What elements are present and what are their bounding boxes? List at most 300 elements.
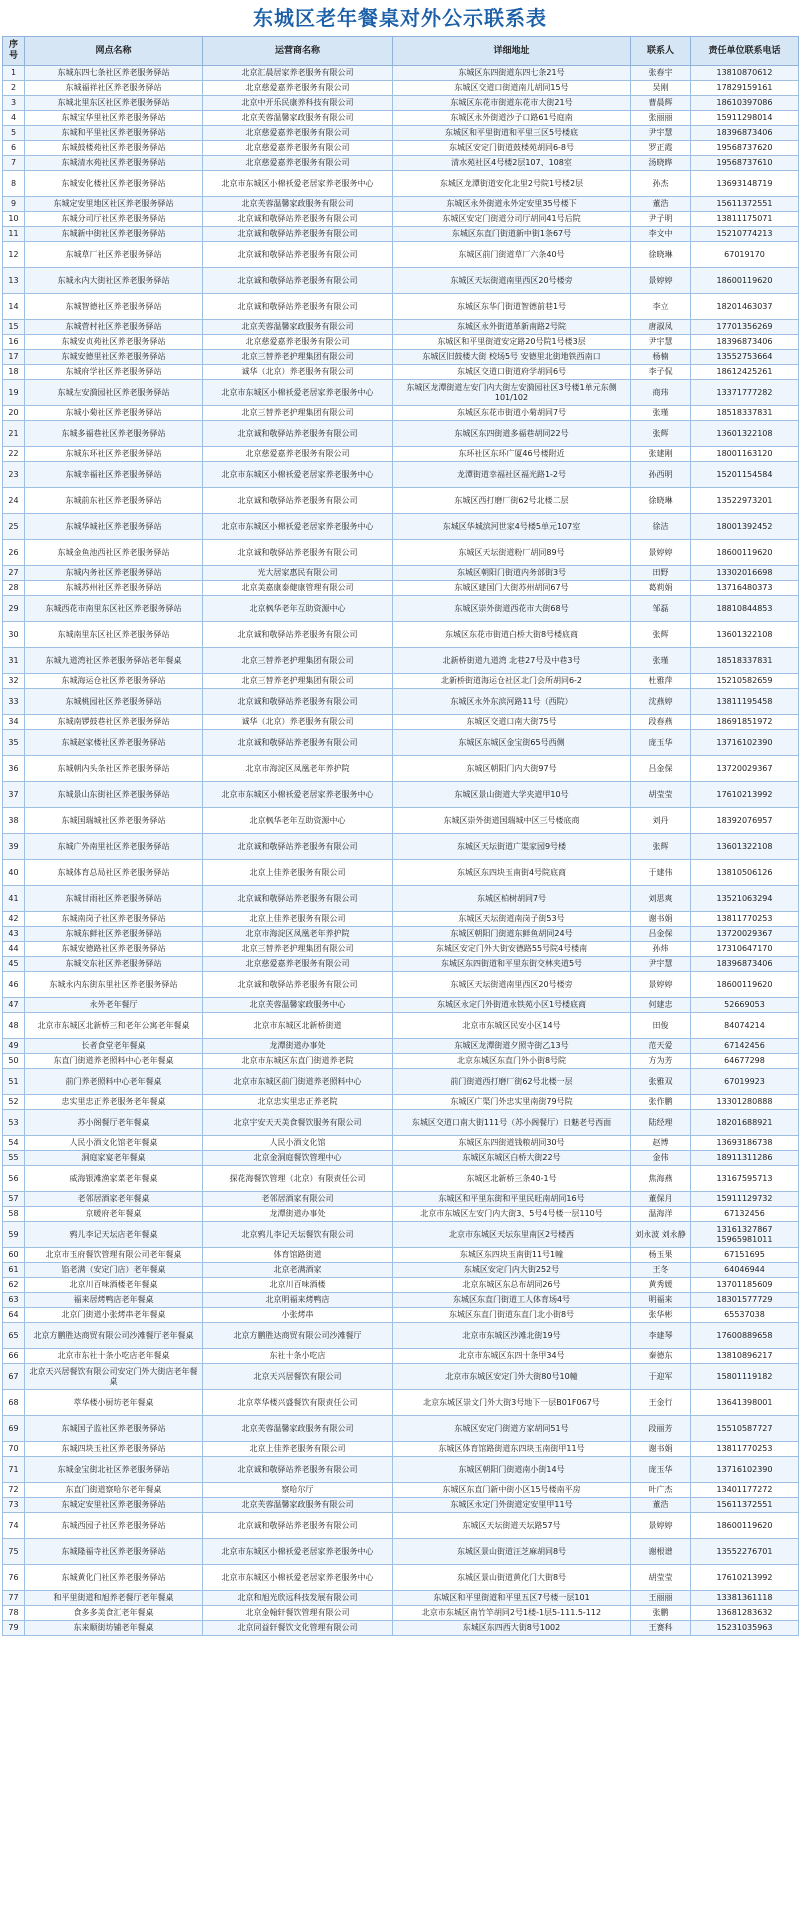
cell-contact: 张辉 [631,834,691,860]
table-row [3,462,799,488]
cell-site: 东城南锣鼓巷社区养老服务驿站 [25,715,203,730]
cell-operator: 北京慈爱嘉养老服务有限公司 [203,141,393,156]
cell-address: 东城区天坛街道南里西区20号楼旁 [393,972,631,998]
cell-address: 东城区东四街道钱粮胡同30号 [393,1136,631,1151]
cell-phone: 17610213992 [691,1565,799,1591]
table-row [3,622,799,648]
cell-contact: 胡莹莹 [631,1565,691,1591]
cell-seq: 15 [3,320,25,335]
cell-phone: 18518337831 [691,648,799,674]
cell-contact: 张建刚 [631,447,691,462]
cell-address: 东城区东花市街道白桥大街8号楼底商 [393,622,631,648]
cell-address: 东城区东四街道东四七条21号 [393,66,631,81]
cell-contact: 刘丹 [631,808,691,834]
cell-phone: 13720029367 [691,927,799,942]
cell-operator: 北京三替养老护理集团有限公司 [203,406,393,421]
cell-address: 东城区和平里街道安定路20号院1号楼3层 [393,335,631,350]
cell-operator: 北京汇晨居家养老服务有限公司 [203,66,393,81]
cell-address: 东城区天坛街道南岗子街53号 [393,912,631,927]
cell-phone: 13601322108 [691,834,799,860]
table-row [3,66,799,81]
cell-seq: 28 [3,581,25,596]
cell-contact: 刘思爽 [631,886,691,912]
cell-operator: 北京宇安天天美食餐饮服务有限公司 [203,1110,393,1136]
cell-site: 东城内务社区养老服务驿站 [25,566,203,581]
cell-operator: 北京诚和敬驿站养老服务有限公司 [203,212,393,227]
cell-seq: 2 [3,81,25,96]
cell-address: 东城区龙潭街道夕照寺街乙13号 [393,1039,631,1054]
cell-contact: 尹宇慧 [631,335,691,350]
cell-site: 和平里街道和旭养老餐厅老年餐桌 [25,1591,203,1606]
cell-contact: 方为芳 [631,1054,691,1069]
cell-operator: 北京上佳养老服务有限公司 [203,1442,393,1457]
cell-operator: 北京诚和敬驿站养老服务有限公司 [203,730,393,756]
cell-phone: 15210774213 [691,227,799,242]
cell-phone: 15231035963 [691,1621,799,1636]
cell-contact: 田俊 [631,1013,691,1039]
cell-site: 东来顺街坊铺老年餐桌 [25,1621,203,1636]
cell-address: 东城区安定门街道分司厅胡同41号后院 [393,212,631,227]
table-row [3,1110,799,1136]
cell-operator: 光大居家惠民有限公司 [203,566,393,581]
cell-operator: 北京市东城区小棉袄爱老居家养老服务中心 [203,380,393,406]
table-row [3,1364,799,1390]
cell-operator: 老邻居酒家有限公司 [203,1192,393,1207]
cell-operator: 北京明福来烤鸭店 [203,1293,393,1308]
table-row [3,227,799,242]
cell-site: 东直门街道养老照料中心老年餐桌 [25,1054,203,1069]
cell-seq: 12 [3,242,25,268]
cell-contact: 董浩 [631,1498,691,1513]
cell-site: 东直门街道察哈尔老年餐桌 [25,1483,203,1498]
cell-site: 萃华楼小厨坊老年餐桌 [25,1390,203,1416]
cell-seq: 30 [3,622,25,648]
table-row [3,1457,799,1483]
table-row [3,350,799,365]
contact-table [2,36,799,1636]
cell-operator: 诚华（北京）养老服务有限公司 [203,365,393,380]
cell-phone: 18201463037 [691,294,799,320]
table-row [3,212,799,227]
cell-seq: 66 [3,1349,25,1364]
cell-contact: 商玮 [631,380,691,406]
cell-operator: 北京芙蓉温馨家政服务中心 [203,998,393,1013]
cell-seq: 14 [3,294,25,320]
cell-operator: 北京市东城区前门街道养老照料中心 [203,1069,393,1095]
cell-seq: 59 [3,1222,25,1248]
cell-address: 东城区东四块玉南街11号1幢 [393,1248,631,1263]
cell-address: 东城区东四块玉南街4号院底商 [393,860,631,886]
cell-seq: 20 [3,406,25,421]
cell-contact: 于建伟 [631,860,691,886]
cell-address: 北京东城区崇文门外大街3号地下一层B01F067号 [393,1390,631,1416]
cell-site: 馅老满（安定门店）老年餐桌 [25,1263,203,1278]
cell-operator: 北京三替养老护理集团有限公司 [203,674,393,689]
table-row [3,1263,799,1278]
cell-site: 东城鼓楼苑社区养老服务驿站 [25,141,203,156]
cell-site: 东城多福巷社区养老服务驿站 [25,421,203,447]
cell-operator: 北京诚和敬驿站养老服务有限公司 [203,421,393,447]
table-row [3,1565,799,1591]
table-row [3,782,799,808]
cell-contact: 王赛科 [631,1621,691,1636]
cell-operator: 北京诚和敬驿站养老服务有限公司 [203,227,393,242]
cell-phone: 52669053 [691,998,799,1013]
cell-site: 北京市玉府餐饮管理有限公司老年餐桌 [25,1248,203,1263]
table-row [3,834,799,860]
cell-seq: 64 [3,1308,25,1323]
cell-contact: 张作鹏 [631,1095,691,1110]
cell-address: 北京东城区东总布胡同26号 [393,1278,631,1293]
cell-seq: 55 [3,1151,25,1166]
cell-address: 清水苑社区4号楼2层107、108室 [393,156,631,171]
cell-seq: 25 [3,514,25,540]
cell-phone: 13381361118 [691,1591,799,1606]
table-row [3,1442,799,1457]
cell-seq: 31 [3,648,25,674]
cell-phone: 13720029367 [691,756,799,782]
table-body [3,66,799,1636]
cell-operator: 北京慈爱嘉养老服务有限公司 [203,957,393,972]
cell-contact: 张丽丽 [631,111,691,126]
cell-seq: 71 [3,1457,25,1483]
cell-seq: 62 [3,1278,25,1293]
cell-address: 东城区和平里东街和平里民旺南胡同16号 [393,1192,631,1207]
cell-contact: 尹宇慧 [631,126,691,141]
cell-seq: 27 [3,566,25,581]
cell-address: 东城区安定门街道鼓楼苑胡同6-8号 [393,141,631,156]
cell-phone: 13693148719 [691,171,799,197]
cell-site: 东城府学社区养老服务驿站 [25,365,203,380]
table-row [3,860,799,886]
cell-phone: 18301577729 [691,1293,799,1308]
table-row [3,1039,799,1054]
cell-site: 东城安贞苑社区养老服务驿站 [25,335,203,350]
cell-seq: 7 [3,156,25,171]
cell-address: 东城区华城滨河世家4号楼5单元107室 [393,514,631,540]
cell-phone: 18518337831 [691,406,799,421]
cell-operator: 北京美嘉康泰健康管理有限公司 [203,581,393,596]
cell-address: 东城区安定门街道方家胡同51号 [393,1416,631,1442]
table-row [3,1095,799,1110]
cell-address: 东环社区东环广厦46号楼附近 [393,447,631,462]
cell-phone: 64677298 [691,1054,799,1069]
cell-phone: 17600889658 [691,1323,799,1349]
table-row [3,942,799,957]
cell-phone: 13552276701 [691,1539,799,1565]
cell-contact: 陆经理 [631,1110,691,1136]
cell-contact: 徐晓琳 [631,488,691,514]
cell-address: 东城区和平里街道和平里五区7号楼一层101 [393,1591,631,1606]
cell-address: 东城区朝阳门街道南小街14号 [393,1457,631,1483]
cell-operator: 北京金翰轩餐饮管理有限公司 [203,1606,393,1621]
cell-seq: 63 [3,1293,25,1308]
cell-contact: 刘永波 刘永静 [631,1222,691,1248]
cell-operator: 北京芙蓉温馨家政服务有限公司 [203,1498,393,1513]
cell-phone: 18691851972 [691,715,799,730]
cell-seq: 33 [3,689,25,715]
table-row [3,294,799,320]
cell-address: 前门街道西打磨厂街62号北楼一层 [393,1069,631,1095]
cell-seq: 50 [3,1054,25,1069]
table-row [3,197,799,212]
cell-operator: 北京和旭光欣远科技发展有限公司 [203,1591,393,1606]
cell-address: 北新桥街道海运仓社区北门会所胡同6-2 [393,674,631,689]
cell-seq: 32 [3,674,25,689]
table-row [3,1248,799,1263]
cell-seq: 35 [3,730,25,756]
cell-operator: 北京诚和敬驿站养老服务有限公司 [203,689,393,715]
cell-operator: 北京枫华老年互助资源中心 [203,596,393,622]
cell-contact: 景婷婷 [631,268,691,294]
cell-phone: 15611372551 [691,1498,799,1513]
table-row [3,566,799,581]
cell-address: 东城区崇外街道西花市大街68号 [393,596,631,622]
cell-address: 东城区交道口街道南儿胡同15号 [393,81,631,96]
table-row [3,1207,799,1222]
header-site: 网点名称 [25,37,203,66]
cell-operator: 北京方鹏胜达商贸有限公司沙滩餐厅 [203,1323,393,1349]
cell-contact: 孙西明 [631,462,691,488]
cell-seq: 65 [3,1323,25,1349]
cell-address: 东城区东直门街道工人体育场4号 [393,1293,631,1308]
page-title: 东城区老年餐桌对外公示联系表 [253,6,547,30]
cell-operator: 北京市东城区东直门街道养老院 [203,1054,393,1069]
cell-site: 北京天兴居餐饮有限公司安定门外大街店老年餐桌 [25,1364,203,1390]
cell-site: 东城分司厅社区养老服务驿站 [25,212,203,227]
cell-contact: 秦德东 [631,1349,691,1364]
cell-site: 东城左安漪园社区养老服务驿站 [25,380,203,406]
cell-operator: 北京上佳养老服务有限公司 [203,912,393,927]
cell-phone: 18911311286 [691,1151,799,1166]
cell-operator: 北京慈爱嘉养老服务有限公司 [203,156,393,171]
cell-phone: 19568737610 [691,156,799,171]
cell-operator: 北京天兴居餐饮有限公司 [203,1364,393,1390]
header-contact: 联系人 [631,37,691,66]
cell-phone: 18600119620 [691,268,799,294]
cell-address: 东城区东四西大街8号1002 [393,1621,631,1636]
cell-address: 东城区永外街道沙子口路61号庭南 [393,111,631,126]
table-row [3,1166,799,1192]
cell-address: 北京市东城区东四十条甲34号 [393,1349,631,1364]
cell-site: 北京市东社十条小吃店老年餐桌 [25,1349,203,1364]
cell-phone: 18612425261 [691,365,799,380]
cell-operator: 北京市东城区小棉袄爱老居家养老服务中心 [203,171,393,197]
cell-contact: 吴刚 [631,81,691,96]
cell-phone: 13681283632 [691,1606,799,1621]
cell-site: 东城和平里社区养老服务驿站 [25,126,203,141]
table-row [3,320,799,335]
header-address: 详细地址 [393,37,631,66]
table-row [3,1498,799,1513]
cell-site: 东城桃园社区养老服务驿站 [25,689,203,715]
table-row [3,648,799,674]
cell-site: 东城宝华里社区养老服务驿站 [25,111,203,126]
cell-operator: 北京诚和敬驿站养老服务有限公司 [203,622,393,648]
cell-operator: 北京诚和敬驿站养老服务有限公司 [203,540,393,566]
cell-phone: 65537038 [691,1308,799,1323]
cell-operator: 北京市东城区北新桥街道 [203,1013,393,1039]
cell-seq: 67 [3,1364,25,1390]
cell-contact: 黄秀媛 [631,1278,691,1293]
cell-contact: 徐洁 [631,514,691,540]
table-row [3,540,799,566]
cell-address: 北京市东城区左安门内大街3、5号4号楼一层110号 [393,1207,631,1222]
cell-contact: 孙炜 [631,942,691,957]
table-row [3,1390,799,1416]
cell-site: 东城草厂社区养老服务驿站 [25,242,203,268]
cell-contact: 谢根谱 [631,1539,691,1565]
cell-address: 东城区永定门外街道定安里甲11号 [393,1498,631,1513]
table-row [3,335,799,350]
cell-site: 威海银滩渔家菜老年餐桌 [25,1166,203,1192]
cell-contact: 张春宇 [631,66,691,81]
cell-address: 东城区柏树胡同7号 [393,886,631,912]
table-row [3,365,799,380]
cell-contact: 李文中 [631,227,691,242]
cell-operator: 北京诚和敬驿站养老服务有限公司 [203,834,393,860]
cell-address: 东城区永外街道永外定安里35号楼下 [393,197,631,212]
cell-seq: 51 [3,1069,25,1095]
table-row [3,808,799,834]
cell-site: 东城四块玉社区养老服务驿站 [25,1442,203,1457]
cell-phone: 13401177272 [691,1483,799,1498]
cell-seq: 72 [3,1483,25,1498]
table-row [3,730,799,756]
cell-address: 东城区天坛街道南里西区20号楼旁 [393,268,631,294]
cell-site: 东城安德里社区养老服务驿站 [25,350,203,365]
cell-phone: 13810870612 [691,66,799,81]
cell-phone: 19568737620 [691,141,799,156]
cell-seq: 69 [3,1416,25,1442]
cell-seq: 52 [3,1095,25,1110]
cell-seq: 58 [3,1207,25,1222]
table-row [3,972,799,998]
cell-phone: 13601322108 [691,622,799,648]
cell-site: 东城交东社区养老服务驿站 [25,957,203,972]
cell-contact: 罗正霞 [631,141,691,156]
cell-contact: 葛莉娟 [631,581,691,596]
cell-site: 东城永内大街社区养老服务驿站 [25,268,203,294]
cell-phone: 15201154584 [691,462,799,488]
table-row [3,998,799,1013]
cell-contact: 沈燕婷 [631,689,691,715]
cell-phone: 13693186738 [691,1136,799,1151]
cell-seq: 10 [3,212,25,227]
cell-address: 东城区景山街道大学夹道甲10号 [393,782,631,808]
cell-operator: 北京萃华楼兴盛餐饮有限责任公司 [203,1390,393,1416]
cell-phone: 18396873406 [691,957,799,972]
cell-site: 东城永内东街东里社区养老服务驿站 [25,972,203,998]
cell-site: 北京方鹏胜达商贸有限公司沙滩餐厅老年餐桌 [25,1323,203,1349]
cell-site: 人民小酒文化馆老年餐桌 [25,1136,203,1151]
cell-address: 东城区东四街道和平里东街交林夹道5号 [393,957,631,972]
cell-address: 东城区体育馆路街道东四块玉南街甲11号 [393,1442,631,1457]
table-row [3,141,799,156]
cell-phone: 15801119182 [691,1364,799,1390]
cell-seq: 24 [3,488,25,514]
cell-contact: 王金行 [631,1390,691,1416]
cell-seq: 68 [3,1390,25,1416]
cell-site: 长者食堂老年餐桌 [25,1039,203,1054]
cell-address: 东城区安定门外大街安德路55号院4号楼南 [393,942,631,957]
cell-contact: 何建忠 [631,998,691,1013]
table-row [3,488,799,514]
cell-contact: 景婷婷 [631,1513,691,1539]
cell-operator: 诚华（北京）养老服务有限公司 [203,715,393,730]
cell-phone: 18396873406 [691,126,799,141]
cell-operator: 北京市东城区小棉袄爱老居家养老服务中心 [203,514,393,540]
table-row [3,421,799,447]
cell-site: 东城国子监社区养老服务驿站 [25,1416,203,1442]
cell-phone: 17610213992 [691,782,799,808]
cell-phone: 13811770253 [691,912,799,927]
cell-contact: 金伟 [631,1151,691,1166]
cell-phone: 18001392452 [691,514,799,540]
cell-contact: 董浩 [631,197,691,212]
cell-contact: 王冬 [631,1263,691,1278]
cell-seq: 39 [3,834,25,860]
cell-contact: 庞玉华 [631,730,691,756]
header-phone: 责任单位联系电话 [691,37,799,66]
cell-operator: 北京诚和敬驿站养老服务有限公司 [203,1513,393,1539]
table-row [3,1278,799,1293]
cell-operator: 北京诚和敬驿站养老服务有限公司 [203,294,393,320]
cell-contact: 孙杰 [631,171,691,197]
cell-operator: 北京慈爱嘉养老服务有限公司 [203,447,393,462]
cell-address: 东城区永外街道革新南路2号院 [393,320,631,335]
cell-address: 东城区朝阳门内大街97号 [393,756,631,782]
cell-seq: 41 [3,886,25,912]
cell-address: 东城区永外东滨河路11号（西院） [393,689,631,715]
table-row [3,581,799,596]
table-row [3,1513,799,1539]
cell-address: 北京市东城区沙滩北街19号 [393,1323,631,1349]
cell-contact: 汤晓晔 [631,156,691,171]
cell-site: 东城广外南里社区养老服务驿站 [25,834,203,860]
cell-seq: 37 [3,782,25,808]
cell-seq: 45 [3,957,25,972]
cell-address: 东城区西打磨厂街62号北楼二层 [393,488,631,514]
table-row [3,156,799,171]
cell-phone: 18392076957 [691,808,799,834]
cell-seq: 54 [3,1136,25,1151]
cell-contact: 谢书娟 [631,1442,691,1457]
cell-operator: 北京鸦儿李记天坛餐饮有限公司 [203,1222,393,1248]
cell-address: 东城区龙潭街道安化北里2号院1号楼2层 [393,171,631,197]
table-row [3,1349,799,1364]
cell-seq: 26 [3,540,25,566]
cell-site: 东城国瑞城社区养老服务驿站 [25,808,203,834]
cell-phone: 67019170 [691,242,799,268]
cell-seq: 75 [3,1539,25,1565]
cell-address: 东城区广渠门外忠实里南街79号院 [393,1095,631,1110]
cell-address: 北京市东城区天坛东里南区2号楼西 [393,1222,631,1248]
table-row [3,171,799,197]
cell-seq: 60 [3,1248,25,1263]
table-row [3,1323,799,1349]
cell-address: 东城区天坛街道广渠家园9号楼 [393,834,631,860]
cell-phone: 13811175071 [691,212,799,227]
cell-seq: 73 [3,1498,25,1513]
cell-site: 东城北里东区社区养老服务驿站 [25,96,203,111]
cell-phone: 15510587727 [691,1416,799,1442]
cell-site: 东城海运仓社区养老服务驿站 [25,674,203,689]
cell-operator: 北京诚和敬驿站养老服务有限公司 [203,242,393,268]
cell-address: 龙潭街道幸福社区福光路1-2号 [393,462,631,488]
cell-address: 东城区交道口街道府学胡同6号 [393,365,631,380]
cell-operator: 北京诚和敬驿站养老服务有限公司 [203,972,393,998]
